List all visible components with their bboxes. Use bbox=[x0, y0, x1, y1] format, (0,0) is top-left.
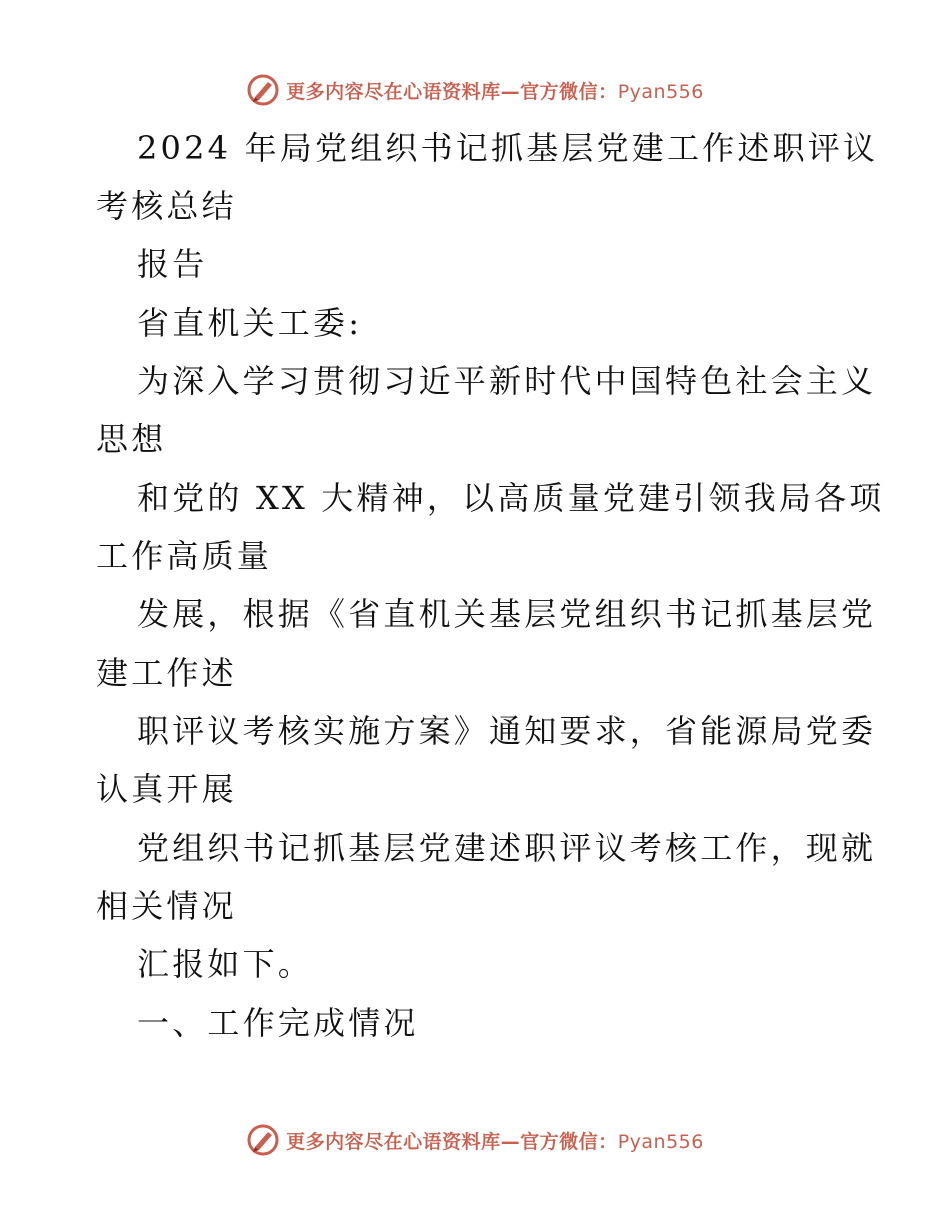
paragraph-line: 发展，根据《省直机关基层党组织书记抓基层党 bbox=[137, 595, 877, 633]
salutation: 省直机关工委: bbox=[137, 304, 363, 342]
watermark-text: 更多内容尽在心语资料库—官方微信：Pyan556 bbox=[286, 80, 704, 103]
section-heading: 一、工作完成情况 bbox=[137, 1004, 419, 1042]
paragraph-line: 相关情况 bbox=[96, 887, 237, 925]
pen-logo-icon bbox=[246, 73, 280, 107]
paragraph-line: 建工作述 bbox=[96, 654, 237, 692]
paragraph-line: 党组织书记抓基层党建述职评议考核工作，现就 bbox=[137, 829, 877, 867]
title-line-3: 报告 bbox=[137, 245, 208, 283]
watermark-text: 更多内容尽在心语资料库—官方微信：Pyan556 bbox=[286, 1130, 704, 1153]
paragraph-line: 思想 bbox=[96, 420, 167, 458]
title-line-1: 2024 年局党组织书记抓基层党建工作述职评议 bbox=[137, 129, 879, 167]
paragraph-line: 认真开展 bbox=[96, 770, 237, 808]
paragraph-line: 和党的 XX 大精神，以高质量党建引领我局各项 bbox=[137, 479, 885, 517]
paragraph-line: 职评议考核实施方案》通知要求，省能源局党委 bbox=[137, 712, 877, 750]
title-line-2: 考核总结 bbox=[96, 187, 237, 225]
paragraph-line: 工作高质量 bbox=[96, 537, 273, 575]
paragraph-line: 为深入学习贯彻习近平新时代中国特色社会主义 bbox=[137, 362, 877, 400]
header-watermark bbox=[0, 70, 950, 110]
pen-logo-icon bbox=[246, 1123, 280, 1157]
paragraph-line: 汇报如下。 bbox=[137, 945, 314, 983]
footer-watermark bbox=[0, 1120, 950, 1160]
